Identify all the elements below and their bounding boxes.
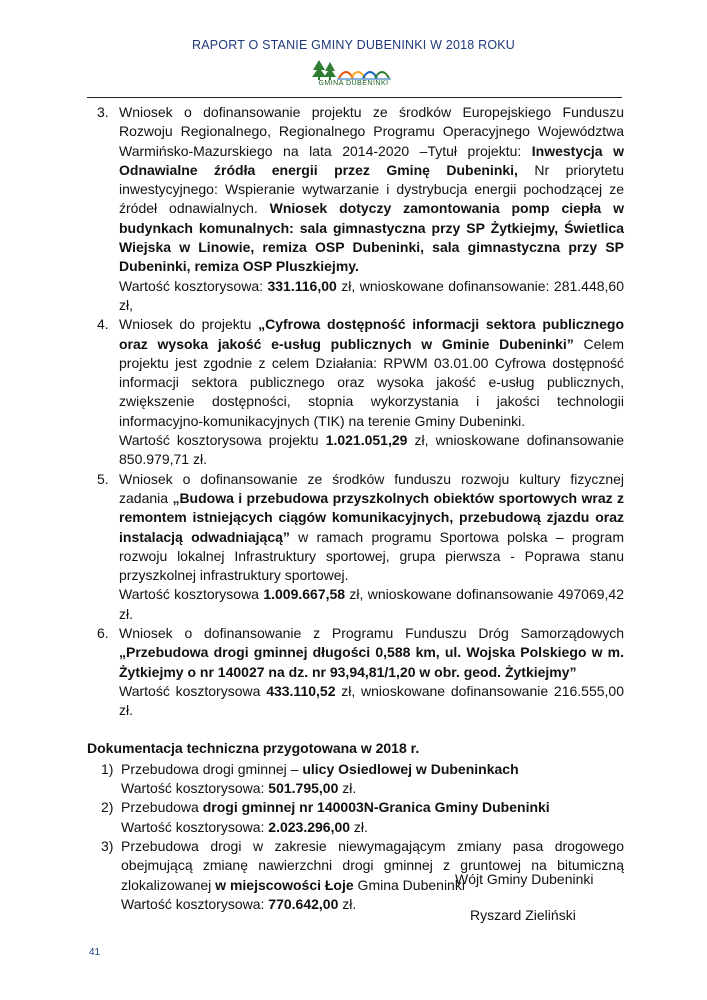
bold-text: Wniosek dotyczy zamontowania pomp ciepła w budynkach komunalnych: sala gimnastyczna przy SP Żytkiejmy, Świetlica Wiejska w Linowie, remiza OSP Dubeninki, sala gimnastyczna przy SP Dubeninki, remiza OSP Pluszkiejmy. [119,200,624,275]
documentation-item-value: Wartość kosztorysowa: 501.795,00 zł. [121,780,357,797]
application-item-text [119,315,624,469]
documentation-item-value: Wartość kosztorysowa: 770.642,00 zł. [121,895,357,912]
document-body [87,103,624,914]
bold-text: „Cyfrowa dostępność informacji sektora publicznego oraz wysoka jakość e-usług publicznych w Gminie Dubeninki” [119,316,625,352]
application-item [87,470,624,624]
documentation-item-number: 1) [101,760,114,777]
application-item-text [119,624,624,720]
bold-text: drogi gminnej nr 140003N-Granica Gminy Dubeninki [202,799,550,816]
application-item-value: Wartość kosztorysowa 433.110,52 zł, wnioskowane dofinansowanie 216.555,00 zł. [119,682,624,719]
application-item-number: 5. [97,470,109,487]
technical-documentation-section [87,739,624,915]
bold-text: w miejscowości Łoje [215,876,354,893]
application-item-value: Wartość kosztorysowa: 331.116,00 zł, wnioskowane dofinansowanie: 281.448,60 zł, [119,277,624,313]
documentation-item-text [121,760,624,799]
application-item-number: 6. [97,625,109,642]
bold-text: 1.009.667,58 [263,586,346,603]
header-divider [87,97,622,98]
bold-text: 433.110,52 [266,682,336,699]
bold-text: 1.021.051,29 [325,432,408,449]
bold-text: 501.795,00 [268,780,339,797]
documentation-item-number: 2) [101,799,114,816]
bold-text: „Przebudowa drogi gminnej długości 0,588 km, ul. Wojska Polskiego w m. Żytkiejmy o nr 140027 na dz. nr 93,94,81/1,20 w obr. geod. Żytkiejmy” [119,644,624,680]
application-item-text [119,103,624,315]
bold-text: „Budowa i przebudowa przyszkolnych obiektów sportowych wraz z remontem istniejących ciągów komunikacyjnych, przebudową zjazdu oraz instalacją odwadniającą” [119,489,624,545]
documentation-item-number: 3) [101,837,114,854]
documentation-item [87,760,624,799]
page-number: 41 [89,947,101,958]
documentation-item-description: Przebudowa drogi gminnej – ulicy Osiedlowej w Dubeninkach [121,760,519,777]
application-item [87,315,624,469]
page-header [0,38,707,92]
bold-text: 770.642,00 [268,895,339,912]
bold-text: ulicy Osiedlowej w Dubeninkach [302,760,519,777]
gmina-logo-icon [309,58,399,82]
application-item-description: Wniosek do projektu „Cyfrowa dostępność informacji sektora publicznego oraz wysoka jakość e-usług publicznych w Gminie Dubeninki” Celem projektu jest zgodnie z celem Działania: RPWM 03.01.00 Cyfrowa dostępność informacji sektora publicznego oraz wysoka jakość e-usług publicznych, zwiększenie dostępności, stopnia wykorzystania i jakości technologii informacyjno-komunikacyjnych (TIK) na terenie Gminy Dubeninki. [119,316,625,429]
application-item [87,624,624,720]
application-item-value: Wartość kosztorysowa projektu 1.021.051,29 zł, wnioskowane dofinansowanie 850.979,71 zł. [119,432,624,468]
logo-text: GMINA DUBENINKI [318,80,389,87]
report-title: RAPORT O STANIE GMINY DUBENINKI W 2018 ROKU [191,38,516,52]
documentation-item-description: Przebudowa drogi w zakresie niewymagającym zmiany pasa drogowego obejmującą zmianę nawierzchni drogi gminnej z gruntowej na bitumiczną zlokalizowanej w miejscowości Łoje Gmina Dubeninki [121,837,624,893]
application-item-description: Wniosek o dofinansowanie z Programu Funduszu Dróg Samorządowych „Przebudowa drogi gminnej długości 0,588 km, ul. Wojska Polskiego w m. Żytkiejmy o nr 140027 na dz. nr 93,94,81/1,20 w obr. geod. Żytkiejmy” [119,625,624,680]
bold-text: Inwestycja w Odnawialne źródła energii przez Gminę Dubeninki, [119,142,625,178]
application-item-description: Wniosek o dofinansowanie ze środków funduszu rozwoju kultury fizycznej zadania „Budowa i przebudowa przyszkolnych obiektów sportowych wraz z remontem istniejących ciągów komunikacyjnych, przebudową zjazdu oraz instalacją odwadniającą” w ramach programu Sportowa polska – program rozwoju lokalnej Infrastruktury sportowej, grupa pierwsza - Poprawa stanu przyszkolnej infrastruktury sportowej. [119,470,624,584]
documentation-item-value: Wartość kosztorysowa: 2.023.296,00 zł. [121,818,368,835]
documentation-list [87,760,624,914]
application-item-description: Wniosek o dofinansowanie projektu ze środków Europejskiego Funduszu Rozwoju Regionalnego, Regionalnego Programu Operacyjnego Województwa Warmińsko-Mazurskiego na lata 2014-2020 –Tytuł projektu: Inwestycja w Odnawialne źródła energii przez Gminę Dubeninki, Nr priorytetu inwestycyjnego: Wspieranie wytwarzanie i dystrybucja energii pochodzącej ze źródeł odnawialnych. Wniosek dotyczy zamontowania pomp ciepła w budynkach komunalnych: sala gimnastyczna przy SP Żytkiejmy, Świetlica Wiejska w Linowie, remiza OSP Dubeninki, sala gimnastyczna przy SP Dubeninki, remiza OSP Pluszkiejmy. [119,104,625,275]
application-item-value: Wartość kosztorysowa 1.009.667,58 zł, wnioskowane dofinansowanie 497069,42 zł. [119,586,624,622]
documentation-item [87,798,624,837]
section-title: Dokumentacja techniczna przygotowana w 2018 r. [87,739,420,756]
bold-text: 2.023.296,00 [268,818,351,835]
documentation-item-description: Przebudowa drogi gminnej nr 140003N-Granica Gminy Dubeninki [121,799,550,816]
application-item-number: 3. [97,104,109,120]
applications-list [87,103,624,721]
bold-text: 331.116,00 [267,277,337,294]
application-item [87,103,624,315]
signature-name: Ryszard Zieliński [470,907,576,923]
application-item-number: 4. [97,316,109,333]
application-item-text [119,470,624,624]
signature-role: Wójt Gminy Dubeninki [455,871,594,887]
gmina-logo [309,58,399,92]
documentation-item-text [121,798,624,837]
